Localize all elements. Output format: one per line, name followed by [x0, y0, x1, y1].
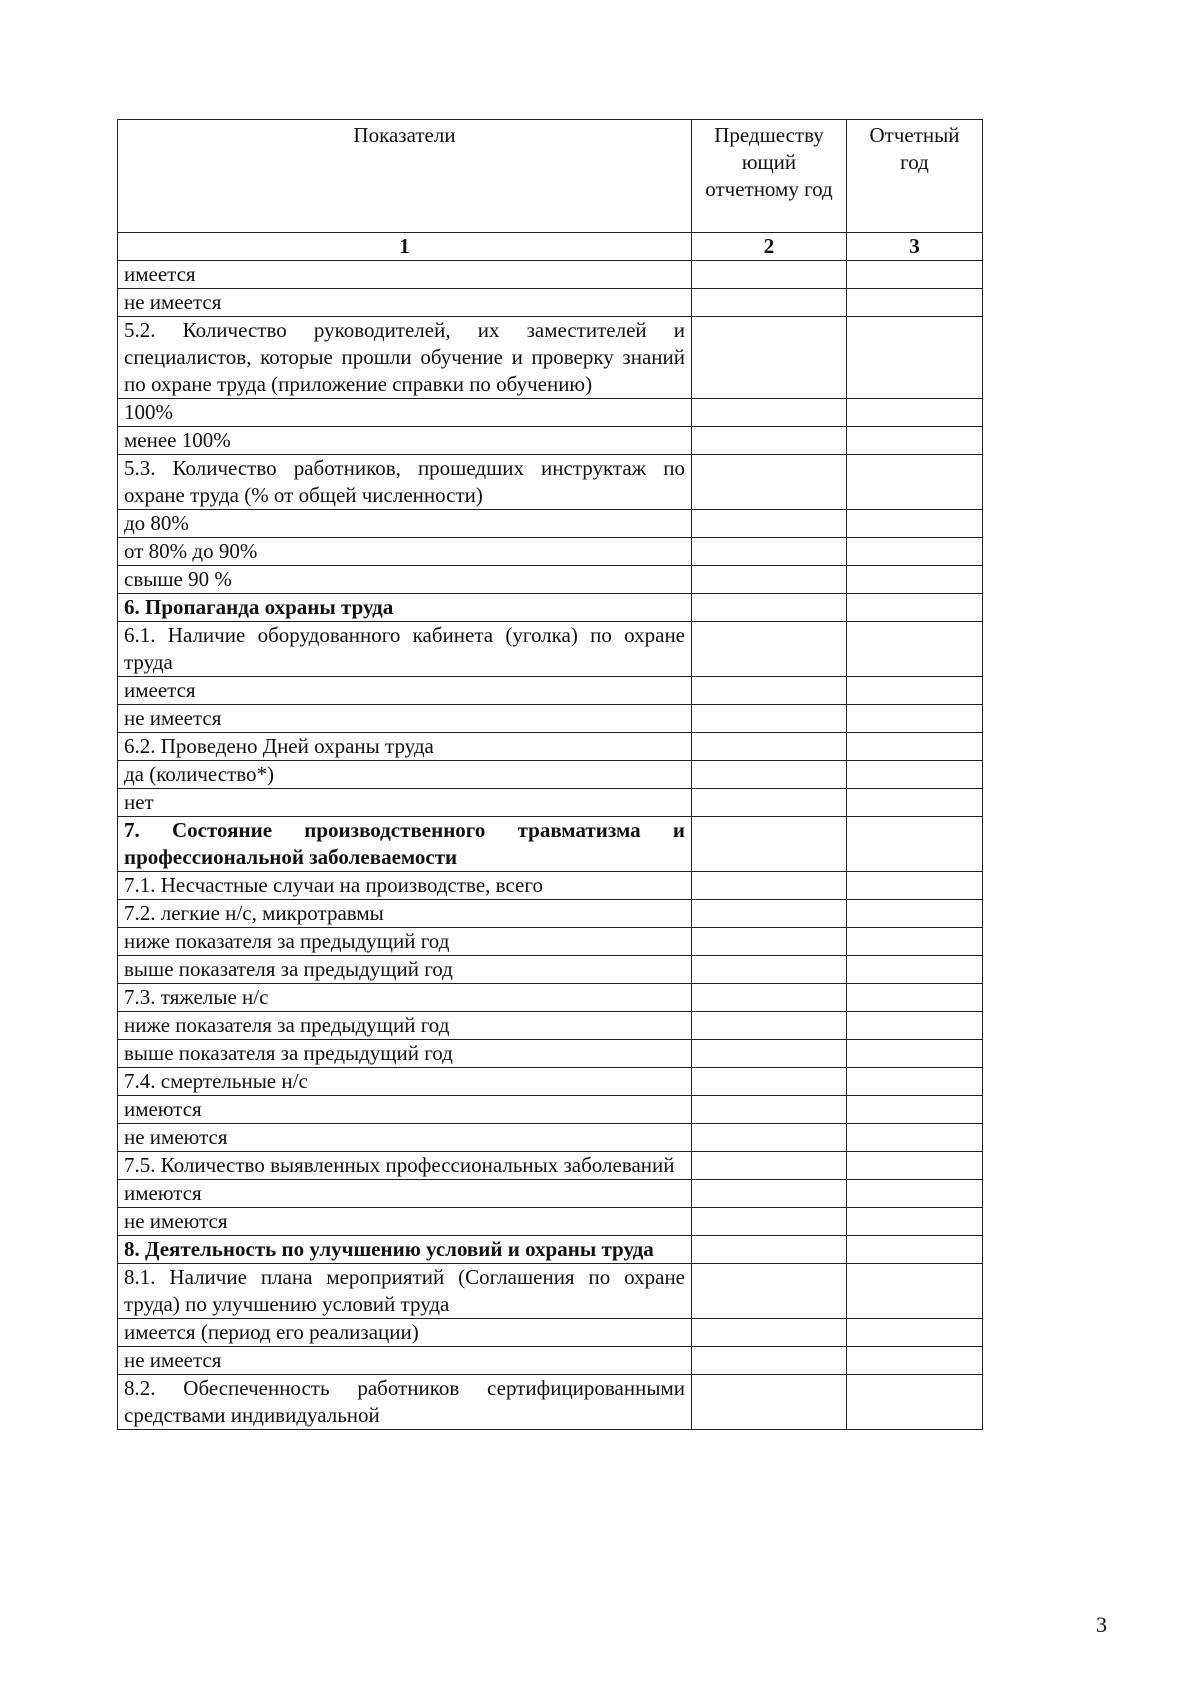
reporting-year-cell[interactable] — [847, 789, 983, 817]
previous-year-cell[interactable] — [692, 705, 847, 733]
header-previous-year: Предшеству ющий отчетному год — [692, 120, 847, 233]
table-row — [118, 1040, 983, 1068]
previous-year-cell[interactable] — [692, 1236, 847, 1264]
table-row — [118, 1264, 983, 1319]
table-row — [118, 900, 983, 928]
previous-year-cell[interactable] — [692, 1180, 847, 1208]
previous-year-cell[interactable] — [692, 1040, 847, 1068]
indicator-label: имеются — [118, 1180, 692, 1208]
previous-year-cell[interactable] — [692, 622, 847, 677]
indicator-label: имеется — [118, 261, 692, 289]
table-row — [118, 1208, 983, 1236]
reporting-year-cell[interactable] — [847, 455, 983, 510]
previous-year-cell[interactable] — [692, 566, 847, 594]
reporting-year-cell[interactable] — [847, 817, 983, 872]
reporting-year-cell[interactable] — [847, 1012, 983, 1040]
table-row — [118, 1319, 983, 1347]
indicator-label: 6. Пропаганда охраны труда — [118, 594, 692, 622]
indicator-label: 7.2. легкие н/с, микротравмы — [118, 900, 692, 928]
table-row — [118, 510, 983, 538]
reporting-year-cell[interactable] — [847, 538, 983, 566]
previous-year-cell[interactable] — [692, 510, 847, 538]
indicator-label: не имеются — [118, 1208, 692, 1236]
reporting-year-cell[interactable] — [847, 289, 983, 317]
table-row — [118, 1347, 983, 1375]
indicator-label: имеется — [118, 677, 692, 705]
table-header-row — [118, 120, 983, 233]
header-indicators: Показатели — [118, 120, 692, 233]
page-number: 3 — [1096, 1612, 1107, 1637]
table-row — [118, 872, 983, 900]
reporting-year-cell[interactable] — [847, 1264, 983, 1319]
indicator-label: 8.1. Наличие плана мероприятий (Соглашения по охране труда) по улучшению условий труда — [118, 1264, 692, 1319]
table-row — [118, 594, 983, 622]
reporting-year-cell[interactable] — [847, 399, 983, 427]
indicator-label: нет — [118, 789, 692, 817]
column-number-row — [118, 233, 983, 261]
previous-year-cell[interactable] — [692, 1347, 847, 1375]
reporting-year-cell[interactable] — [847, 622, 983, 677]
previous-year-cell[interactable] — [692, 261, 847, 289]
table-row — [118, 677, 983, 705]
indicator-label: 7.1. Несчастные случаи на производстве, всего — [118, 872, 692, 900]
indicator-label: 7.5. Количество выявленных профессиональных заболеваний — [118, 1152, 692, 1180]
previous-year-cell[interactable] — [692, 594, 847, 622]
header-reporting-year: Отчетный год — [847, 120, 983, 233]
reporting-year-cell[interactable] — [847, 872, 983, 900]
table-row — [118, 1236, 983, 1264]
indicator-label: выше показателя за предыдущий год — [118, 1040, 692, 1068]
reporting-year-cell[interactable] — [847, 984, 983, 1012]
indicator-label: не имеются — [118, 1124, 692, 1152]
reporting-year-cell[interactable] — [847, 1096, 983, 1124]
table-row — [118, 317, 983, 399]
previous-year-cell[interactable] — [692, 427, 847, 455]
indicators-table-container — [117, 119, 982, 1430]
reporting-year-cell[interactable] — [847, 427, 983, 455]
indicator-label: свыше 90 % — [118, 566, 692, 594]
table-row — [118, 733, 983, 761]
reporting-year-cell[interactable] — [847, 1124, 983, 1152]
previous-year-cell[interactable] — [692, 1319, 847, 1347]
reporting-year-cell[interactable] — [847, 956, 983, 984]
reporting-year-cell[interactable] — [847, 928, 983, 956]
table-row — [118, 455, 983, 510]
previous-year-cell[interactable] — [692, 1152, 847, 1180]
reporting-year-cell[interactable] — [847, 1347, 983, 1375]
indicator-label: не имеется — [118, 289, 692, 317]
table-row — [118, 761, 983, 789]
indicator-label: менее 100% — [118, 427, 692, 455]
reporting-year-cell[interactable] — [847, 1208, 983, 1236]
previous-year-cell[interactable] — [692, 817, 847, 872]
indicator-label: да (количество*) — [118, 761, 692, 789]
previous-year-cell[interactable] — [692, 761, 847, 789]
previous-year-cell[interactable] — [692, 900, 847, 928]
indicator-label: 100% — [118, 399, 692, 427]
indicator-label: ниже показателя за предыдущий год — [118, 928, 692, 956]
reporting-year-cell[interactable] — [847, 1236, 983, 1264]
reporting-year-cell[interactable] — [847, 1040, 983, 1068]
previous-year-cell[interactable] — [692, 1264, 847, 1319]
previous-year-cell[interactable] — [692, 677, 847, 705]
indicator-label: 7. Состояние производственного травматизма и профессиональной заболеваемости — [118, 817, 692, 872]
indicator-label: 6.1. Наличие оборудованного кабинета (уголка) по охране труда — [118, 622, 692, 677]
reporting-year-cell[interactable] — [847, 510, 983, 538]
reporting-year-cell[interactable] — [847, 594, 983, 622]
table-row — [118, 1375, 983, 1430]
indicator-label: 6.2. Проведено Дней охраны труда — [118, 733, 692, 761]
previous-year-cell[interactable] — [692, 1124, 847, 1152]
indicator-label: имеются — [118, 1096, 692, 1124]
table-row — [118, 1096, 983, 1124]
previous-year-cell[interactable] — [692, 928, 847, 956]
reporting-year-cell[interactable] — [847, 1375, 983, 1430]
reporting-year-cell[interactable] — [847, 705, 983, 733]
previous-year-cell[interactable] — [692, 1012, 847, 1040]
reporting-year-cell[interactable] — [847, 1319, 983, 1347]
reporting-year-cell[interactable] — [847, 677, 983, 705]
indicator-label: выше показателя за предыдущий год — [118, 956, 692, 984]
table-row — [118, 1068, 983, 1096]
table-row — [118, 984, 983, 1012]
indicator-label: от 80% до 90% — [118, 538, 692, 566]
table-row — [118, 566, 983, 594]
table-row — [118, 928, 983, 956]
indicator-label: ниже показателя за предыдущий год — [118, 1012, 692, 1040]
reporting-year-cell[interactable] — [847, 733, 983, 761]
previous-year-cell[interactable] — [692, 1096, 847, 1124]
previous-year-cell[interactable] — [692, 455, 847, 510]
table-body — [118, 261, 983, 1430]
indicator-label: 8.2. Обеспеченность работников сертифицированными средствами индивидуальной — [118, 1375, 692, 1430]
reporting-year-cell[interactable] — [847, 317, 983, 399]
indicator-label: 5.2. Количество руководителей, их заместителей и специалистов, которые прошли обучение и проверку знаний по охране труда (приложение справки по обучению) — [118, 317, 692, 399]
indicator-label: до 80% — [118, 510, 692, 538]
previous-year-cell[interactable] — [692, 317, 847, 399]
table-row — [118, 705, 983, 733]
indicator-label: не имеется — [118, 705, 692, 733]
indicator-label: имеется (период его реализации) — [118, 1319, 692, 1347]
table-row — [118, 1152, 983, 1180]
previous-year-cell[interactable] — [692, 1208, 847, 1236]
table-row — [118, 427, 983, 455]
previous-year-cell[interactable] — [692, 872, 847, 900]
reporting-year-cell[interactable] — [847, 761, 983, 789]
table-row — [118, 289, 983, 317]
previous-year-cell[interactable] — [692, 1375, 847, 1430]
indicator-label: не имеется — [118, 1347, 692, 1375]
reporting-year-cell[interactable] — [847, 900, 983, 928]
previous-year-cell[interactable] — [692, 1068, 847, 1096]
table-row — [118, 1012, 983, 1040]
table-row — [118, 261, 983, 289]
indicator-label: 7.3. тяжелые н/с — [118, 984, 692, 1012]
reporting-year-cell[interactable] — [847, 1180, 983, 1208]
indicator-label: 7.4. смертельные н/с — [118, 1068, 692, 1096]
table-row — [118, 622, 983, 677]
reporting-year-cell[interactable] — [847, 566, 983, 594]
table-row — [118, 538, 983, 566]
previous-year-cell[interactable] — [692, 538, 847, 566]
indicator-label: 5.3. Количество работников, прошедших инструктаж по охране труда (% от общей численности) — [118, 455, 692, 510]
previous-year-cell[interactable] — [692, 289, 847, 317]
table-row — [118, 399, 983, 427]
table-row — [118, 1124, 983, 1152]
previous-year-cell[interactable] — [692, 399, 847, 427]
column-number-3: 3 — [847, 233, 983, 261]
previous-year-cell[interactable] — [692, 984, 847, 1012]
reporting-year-cell[interactable] — [847, 261, 983, 289]
indicator-label: 8. Деятельность по улучшению условий и охраны труда — [118, 1236, 692, 1264]
indicators-table — [117, 119, 983, 1430]
previous-year-cell[interactable] — [692, 789, 847, 817]
column-number-2: 2 — [692, 233, 847, 261]
table-row — [118, 1180, 983, 1208]
reporting-year-cell[interactable] — [847, 1152, 983, 1180]
table-row — [118, 817, 983, 872]
previous-year-cell[interactable] — [692, 733, 847, 761]
reporting-year-cell[interactable] — [847, 1068, 983, 1096]
table-row — [118, 956, 983, 984]
previous-year-cell[interactable] — [692, 956, 847, 984]
table-row — [118, 789, 983, 817]
column-number-1: 1 — [118, 233, 692, 261]
